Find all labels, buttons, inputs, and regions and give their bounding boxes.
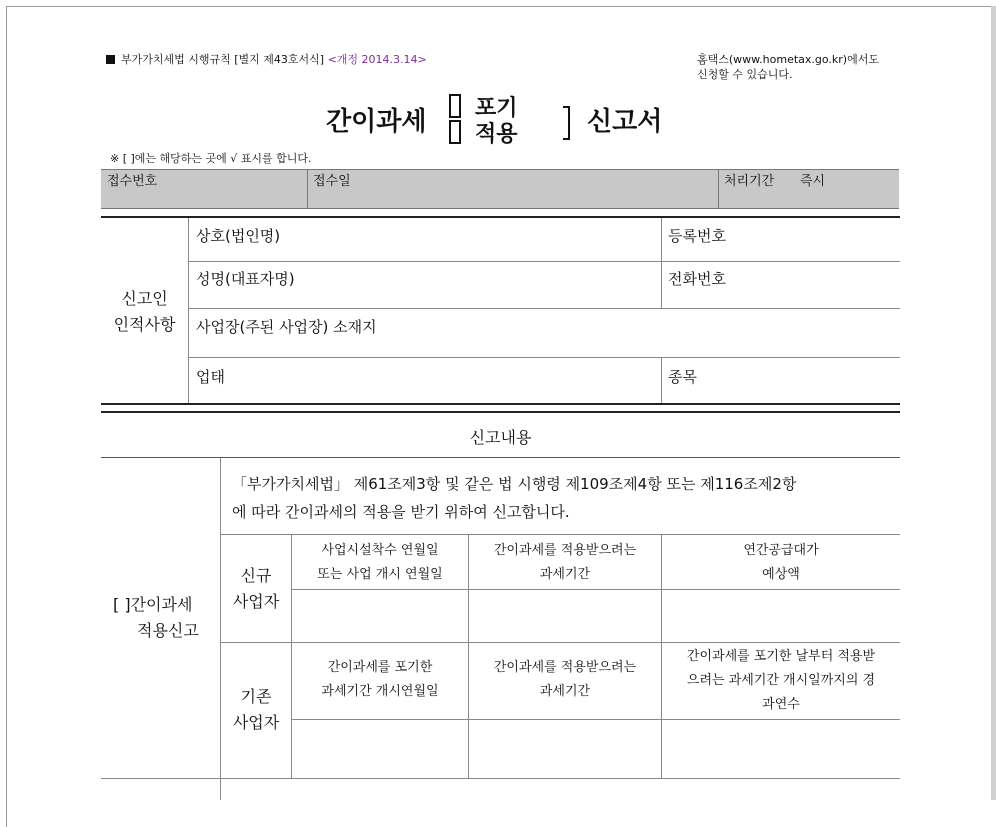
hometax-line-1: 홈택스(www.hometax.go.kr)에서도 (697, 53, 879, 66)
applicant-label-divider (188, 218, 189, 404)
option-poki-label: 포기 (475, 96, 518, 121)
phone-label: 전화번호 (668, 270, 726, 288)
scrollbar[interactable] (991, 6, 996, 800)
new-business-label (221, 563, 291, 615)
ex-col2-line-2: 과세기간 (539, 684, 591, 699)
applicant-top-line (101, 216, 900, 218)
ex-col3-header (662, 645, 900, 717)
check-instruction: ※ [ ]에는 해당하는 곳에 √ 표시를 합니다. (110, 152, 312, 165)
ex-col3-line-1: 간이과세를 포기한 날부터 적용받 (686, 649, 876, 664)
new-col3-header (662, 539, 900, 587)
title-suffix: 신고서 (587, 107, 663, 137)
business-type-label: 업태 (196, 368, 225, 386)
applicant-bottom-line (101, 403, 900, 405)
applicant-label-line-1: 신고인 (121, 289, 168, 308)
report-label-line-1[interactable]: [ ]간이과세 (113, 595, 193, 614)
ex-start-date-field[interactable] (292, 720, 468, 778)
new-tax-period-field[interactable] (469, 590, 661, 642)
report-label-line-2: 적용신고 (137, 621, 199, 640)
applicant-section-label (101, 286, 188, 338)
existing-business-label (221, 684, 291, 736)
new-col2-line-1: 간이과세를 적용받으려는 (493, 543, 637, 558)
receipt-bar (101, 169, 899, 208)
statement-line-2: 에 따라 간이과세의 적용을 받기 위하여 신고합니다. (232, 503, 570, 521)
existing-biz-line-1: 기존 (240, 687, 272, 706)
report-row-line-3 (221, 642, 900, 643)
new-biz-line-2: 사업자 (232, 592, 280, 611)
revision-text: <개정 2014.3.14> (327, 53, 427, 66)
applicant-row-line-2 (189, 308, 900, 309)
ex-elapsed-years-field[interactable] (662, 720, 900, 778)
business-item-label: 종목 (668, 368, 697, 386)
report-heading: 신고내용 (469, 428, 532, 447)
ex-col2-header (469, 656, 661, 704)
reg-no-label: 등록번호 (668, 227, 726, 245)
bullet-icon (106, 55, 115, 64)
new-col1-header (292, 539, 468, 587)
report-row-line-1 (221, 534, 900, 535)
new-start-date-field[interactable] (292, 590, 468, 642)
receipt-top-line (101, 169, 899, 170)
receipt-bottom-line (101, 208, 899, 209)
report-top-line (101, 411, 900, 413)
title-bracket (563, 106, 570, 140)
company-name-label: 상호(법인명) (196, 227, 281, 245)
title-option-poki[interactable] (449, 94, 518, 122)
checkbox-poki[interactable] (449, 94, 461, 118)
new-expected-supply-field[interactable] (662, 590, 900, 642)
regulation-text: 부가가치세법 시행규칙 [별지 제43호서식] (121, 53, 325, 66)
new-col3-line-2: 예상액 (762, 567, 800, 582)
ex-col1-line-2: 과세기간 개시연월일 (321, 684, 439, 699)
receipt-date-label: 접수일 (313, 174, 351, 189)
new-biz-line-1: 신규 (240, 566, 272, 585)
regulation-line (106, 52, 427, 67)
hometax-line-2: 신청할 수 있습니다. (697, 68, 793, 81)
applicant-label-line-2: 인적사항 (113, 315, 176, 334)
existing-biz-line-2: 사업자 (232, 713, 280, 732)
ex-col3-line-3: 과연수 (762, 697, 800, 712)
ex-tax-period-field[interactable] (469, 720, 661, 778)
title-option-jeogyong[interactable] (449, 120, 518, 148)
title-prefix: 간이과세 (326, 107, 427, 137)
receipt-divider-1 (307, 169, 308, 208)
new-col2-line-2: 과세기간 (539, 567, 591, 582)
statement-line-1: 「부가가치세법」 제61조제3항 및 같은 법 시행령 제109조제4항 또는 제116조제2항 (232, 475, 797, 493)
new-col1-line-2: 또는 사업 개시 연월일 (317, 567, 443, 582)
processing-period-label: 처리기간 (724, 174, 775, 189)
report-section-label (101, 592, 220, 644)
new-col2-header (469, 539, 661, 587)
new-col3-line-1: 연간공급대가 (743, 543, 819, 558)
rep-name-label: 성명(대표자명) (196, 270, 295, 288)
receipt-divider-2 (718, 169, 719, 208)
applicant-col-divider-b (661, 357, 662, 404)
checkbox-jeogyong[interactable] (449, 120, 461, 144)
receipt-no-label: 접수번호 (107, 174, 158, 189)
ex-col3-line-2: 으려는 과세기간 개시일까지의 경 (686, 673, 876, 688)
report-statement (232, 470, 892, 526)
applicant-col-divider-a (661, 218, 662, 308)
processing-period-value: 즉시 (800, 174, 826, 189)
applicant-row-line-1 (189, 261, 900, 262)
new-col1-line-1: 사업시설착수 연월일 (321, 543, 439, 558)
hometax-note (697, 52, 879, 82)
address-label: 사업장(주된 사업장) 소재지 (196, 318, 377, 336)
report-label-divider (220, 458, 221, 800)
ex-col2-line-1: 간이과세를 적용받으려는 (493, 660, 637, 675)
report-row-line-5 (101, 778, 900, 779)
ex-col1-header (292, 656, 468, 704)
applicant-row-line-3 (189, 357, 900, 358)
option-jeogyong-label: 적용 (475, 122, 518, 147)
ex-col1-line-1: 간이과세를 포기한 (327, 660, 433, 675)
